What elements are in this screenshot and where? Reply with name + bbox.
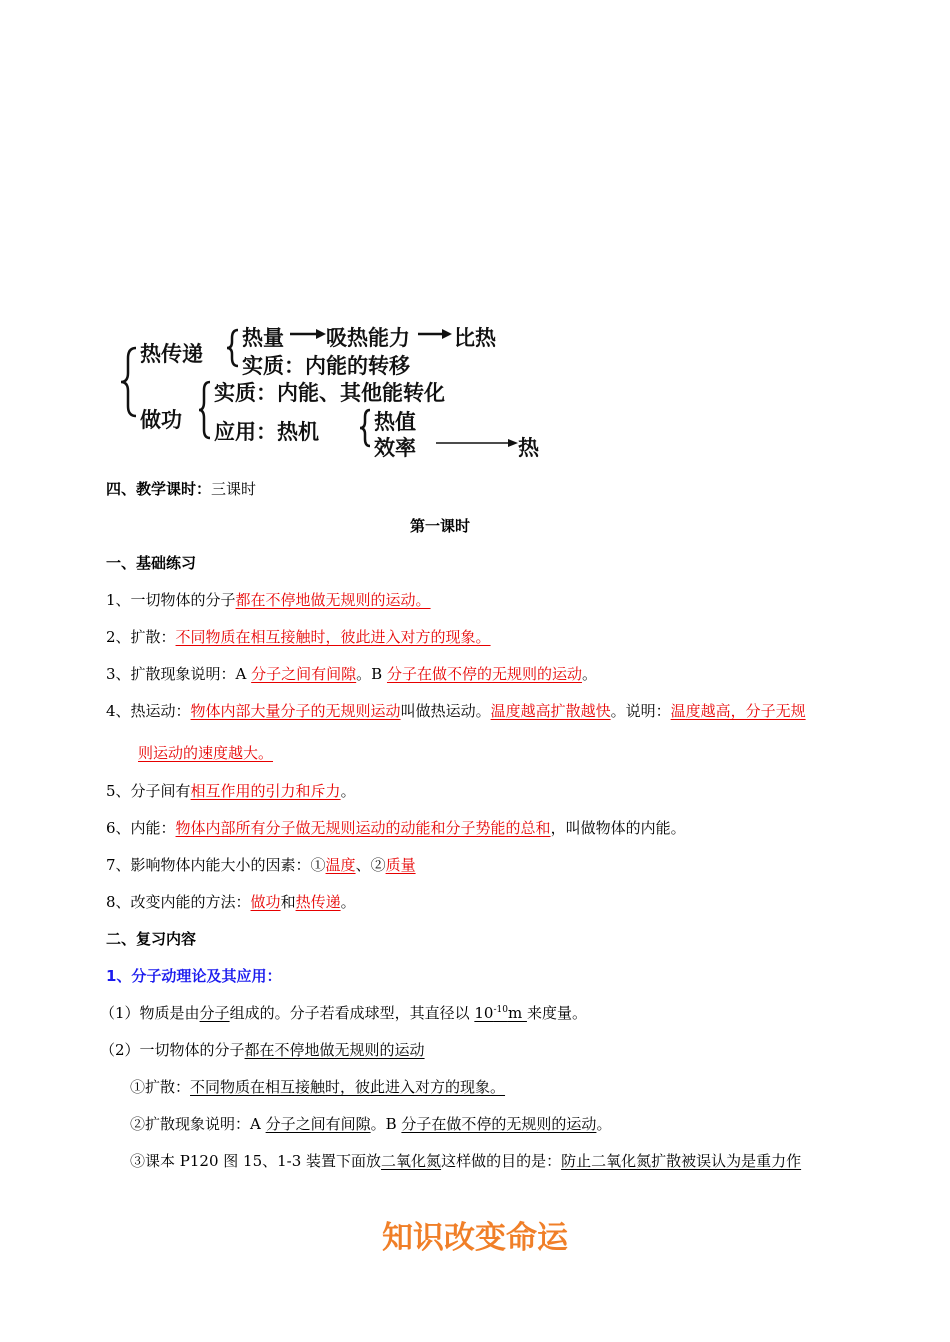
review-1-diameter: [474, 1004, 527, 1022]
diagram-work-application: 应用：热机: [214, 420, 319, 444]
part1-title: 一、基础练习: [106, 554, 197, 572]
review-4-end: 。: [596, 1115, 612, 1133]
item-8-answer-b: 热传递: [295, 893, 341, 911]
review-1-end: 来度量。: [526, 1004, 587, 1022]
item-5-end: 。: [340, 782, 356, 800]
review-4: [130, 1113, 611, 1134]
item-7-answer-b: 质量: [385, 856, 416, 874]
diagram-heat-transfer: 热传递: [140, 342, 203, 366]
review-5-answer-a: 二氧化氮: [381, 1152, 442, 1170]
item-3-answer-b: 分子在做不停的无规则的运动: [386, 665, 582, 683]
review-3-answer: 不同物质在相互接触时，彼此进入对方的现象。: [190, 1078, 506, 1096]
diagram-efficiency: 效率: [374, 436, 416, 460]
item-3-text-b: 。B: [356, 665, 387, 683]
item-4-text-c: 。说明：: [610, 702, 671, 720]
lesson-title: 第一课时: [409, 517, 470, 535]
item-4-answer-b: 温度越高扩散越快: [490, 702, 611, 720]
review-1-text: （1）物质是由: [100, 1004, 200, 1022]
review-1: [100, 1002, 587, 1023]
item-7-answer-a: 温度: [325, 856, 356, 874]
review-2-text: （2）一切物体的分子: [100, 1041, 245, 1059]
item-8-answer-a: 做功: [250, 893, 281, 911]
item-1-answer: 都在不停地做无规则的运动。: [235, 591, 431, 609]
item-8-end: 。: [340, 893, 356, 911]
diagram-work-essence: 实质：内能、其他能转化: [214, 381, 445, 405]
concept-diagram: [118, 318, 538, 460]
item-4-cont: [138, 742, 273, 763]
item-6: [106, 817, 686, 838]
item-6-text: 6、内能：: [106, 819, 176, 837]
item-6-answer: 物体内部所有分子做无规则运动的动能和分子势能的总和: [175, 819, 551, 837]
review-5: [130, 1150, 801, 1171]
item-4-text: 4、热运动：: [106, 702, 191, 720]
item-2-text: 2、扩散：: [106, 628, 176, 646]
diagram-heat-value: 热值: [374, 410, 416, 434]
item-1: [106, 589, 431, 610]
review-4-text-b: 。B: [370, 1115, 402, 1133]
review-1-exponent: -10: [493, 1005, 508, 1015]
section4-line: [106, 478, 256, 499]
review-5-answer-b: 防止二氧化氮扩散被误认为是重力作: [561, 1152, 802, 1170]
review-3-text: ①扩散：: [130, 1078, 191, 1096]
diagram-specific-heat: 比热: [454, 326, 496, 350]
part2-title: 二、复习内容: [106, 930, 197, 948]
review-5-text: ③课本 P120 图 15、1-3 装置下面放: [130, 1152, 382, 1170]
review-1-answer: 分子: [199, 1004, 230, 1022]
item-5: [106, 780, 356, 801]
review-2: [100, 1039, 425, 1060]
review-1-base: 10: [474, 1004, 494, 1022]
review-3: [130, 1076, 505, 1097]
item-4-answer-c-cont: 则运动的速度越大。: [138, 744, 274, 762]
item-3-text: 3、扩散现象说明：A: [106, 665, 252, 683]
item-5-text: 5、分子间有: [106, 782, 191, 800]
item-7: [106, 854, 416, 875]
review-2-answer: 都在不停地做无规则的运动: [244, 1041, 425, 1059]
diagram-heat-absorb: 吸热能力: [326, 326, 410, 350]
item-1-text: 1、一切物体的分子: [106, 591, 236, 609]
diagram-heat-quantity: 热量: [242, 326, 284, 350]
item-6-end: ，叫做物体的内能。: [550, 819, 686, 837]
review-4-answer-a: 分子之间有间隙: [265, 1115, 371, 1133]
review-4-text: ②扩散现象说明：A: [130, 1115, 266, 1133]
review-1-text-b: 组成的。分子若看成球型，其直径以: [229, 1004, 475, 1022]
item-4-answer-a: 物体内部大量分子的无规则运动: [190, 702, 401, 720]
item-2-answer: 不同物质在相互接触时，彼此进入对方的现象。: [175, 628, 491, 646]
review-1-unit: m: [507, 1004, 527, 1022]
review-5-text-b: 这样做的目的是：: [441, 1152, 562, 1170]
item-4-text-b: 叫做热运动。: [400, 702, 491, 720]
item-2: [106, 626, 491, 647]
footer-slogan: 知识改变命运: [382, 1220, 568, 1256]
item-7-text: 7、影响物体内能大小的因素：①: [106, 856, 326, 874]
item-3-end: 。: [581, 665, 597, 683]
sub1-title: 1、分子动理论及其应用：: [106, 967, 282, 985]
item-4-answer-c: 温度越高，分子无规: [670, 702, 806, 720]
item-5-answer: 相互作用的引力和斥力: [190, 782, 341, 800]
item-3-answer-a: 分子之间有间隙: [251, 665, 357, 683]
item-4: [106, 700, 806, 721]
item-8: [106, 891, 356, 912]
section4-value: 三课时: [211, 480, 257, 498]
diagram-work: 做功: [140, 408, 182, 432]
diagram-ht-essence: 实质：内能的转移: [242, 354, 410, 378]
section4-label: 四、教学课时：: [106, 480, 212, 498]
item-8-text: 8、改变内能的方法：: [106, 893, 251, 911]
diagram-efficiency-tail: 热: [518, 436, 539, 460]
review-4-answer-b: 分子在做不停的无规则的运动: [401, 1115, 597, 1133]
item-3: [106, 663, 597, 684]
item-7-text-b: 、②: [355, 856, 386, 874]
item-8-text-b: 和: [280, 893, 296, 911]
